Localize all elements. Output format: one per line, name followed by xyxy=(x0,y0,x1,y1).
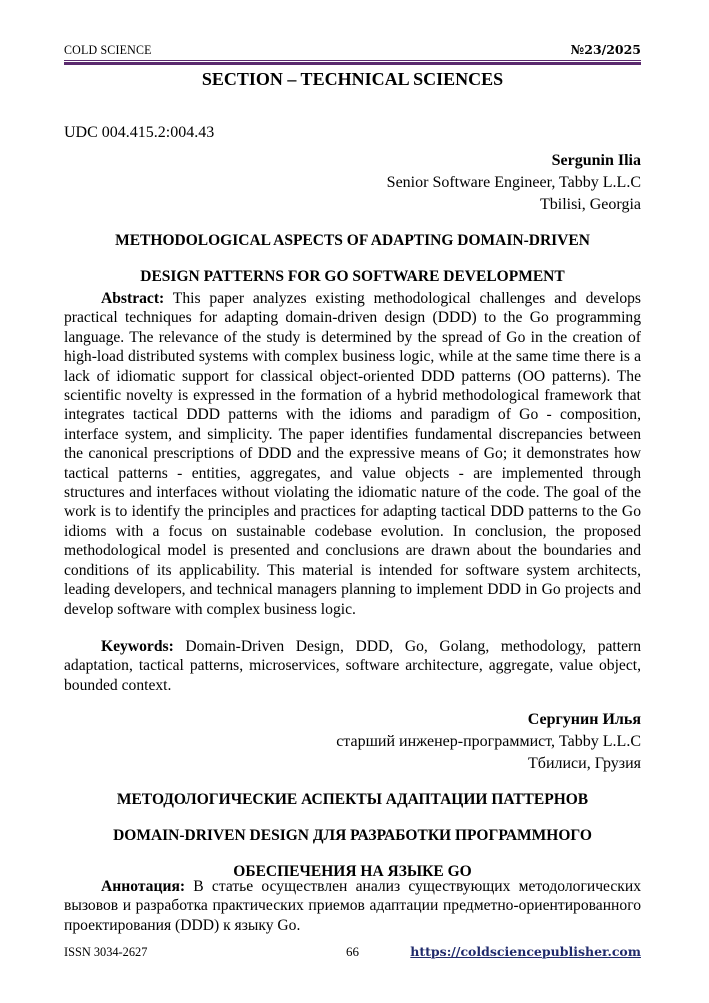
header-rule-thick xyxy=(64,62,641,65)
title-line: ОБЕСПЕЧЕНИЯ НА ЯЗЫКЕ GO xyxy=(233,863,472,880)
article-title-ru xyxy=(64,782,641,890)
page-footer xyxy=(64,943,641,961)
title-line: МЕТОДОЛОГИЧЕСКИЕ АСПЕКТЫ АДАПТАЦИИ ПАТТЕРНОВ xyxy=(116,791,589,808)
abstract-label: Abstract: xyxy=(101,290,165,307)
section-title: SECTION – TECHNICAL SCIENCES xyxy=(201,69,504,89)
author-location: Tbilisi, Georgia xyxy=(539,196,641,213)
journal-name: COLD SCIENCE xyxy=(64,42,152,57)
author-location: Тбилиси, Грузия xyxy=(528,755,641,772)
abstract-ru xyxy=(64,877,641,937)
title-line: DOMAIN-DRIVEN DESIGN ДЛЯ РАЗРАБОТКИ ПРОГРАММНОГО xyxy=(113,827,592,844)
udc-code: UDC 004.415.2:004.43 xyxy=(64,124,215,141)
author-block-ru xyxy=(64,709,641,775)
keywords-text: Domain-Driven Design, DDD, Go, Golang, methodology, pattern adaptation, tactical patterns, microservices, software architecture, aggregate, value object, bounded context. xyxy=(64,638,641,694)
author-position: Senior Software Engineer, Tabby L.L.C xyxy=(386,174,641,191)
abstract-en xyxy=(64,289,641,619)
publisher-link[interactable]: https://coldsciencepublisher.com xyxy=(410,944,641,959)
keywords-label: Keywords: xyxy=(101,638,174,655)
title-line: METHODOLOGICAL ASPECTS OF ADAPTING DOMAIN-DRIVEN xyxy=(115,232,590,249)
author-position: старший инженер-программист, Tabby L.L.C xyxy=(336,733,641,750)
issue-number: №23/2025 xyxy=(570,42,641,57)
running-header xyxy=(64,42,641,58)
author-name: Sergunin Ilia xyxy=(551,152,641,169)
author-block-en xyxy=(64,150,641,216)
abstract-label: Аннотация: xyxy=(101,878,186,895)
author-name: Сергунин Илья xyxy=(527,711,641,728)
abstract-text: This paper analyzes existing methodological challenges and develops practical techniques for adapting domain-driven design (DDD) to the Go programming language. The relevance of the study is determined by the spread of Go in the creation of high-load distributed systems with complex business logic, while at the same time there is a lack of idiomatic support for classical object-oriented DDD patterns (OO patterns). The scientific novelty is expressed in the formation of a hybrid methodological framework that integrates tactical DDD patterns with the idioms and paradigm of Go - composition, interface system, and simplicity. The paper identifies fundamental discrepancies between the canonical prescriptions of DDD and the expressive means of Go; it demonstrates how tactical patterns - entities, aggregates, and value objects - are implemented through structures and interfaces without violating the idiomatic nature of the code. The goal of the work is to identify the principles and practices for adapting tactical DDD patterns to the Go idioms with a focus on sustainable codebase evolution. In conclusion, the proposed methodological model is presented and conclusions are drawn about the boundaries and conditions of its applicability. This material is intended for software system architects, leading developers, and technical managers planning to implement DDD in Go projects and develop software with complex business logic. xyxy=(64,290,641,618)
page-number: 66 xyxy=(346,944,359,959)
abstract-text: В статье осуществлен анализ существующих методологических вызовов и разработка практических приемов адаптации предметно-ориентированного проектирования (DDD) к языку Go. xyxy=(64,878,641,934)
issn: ISSN 3034-2627 xyxy=(64,944,148,959)
title-line: DESIGN PATTERNS FOR GO SOFTWARE DEVELOPMENT xyxy=(140,268,565,285)
header-rule-thin xyxy=(64,60,641,61)
keywords-en xyxy=(64,637,641,695)
article-title-en xyxy=(64,223,641,295)
